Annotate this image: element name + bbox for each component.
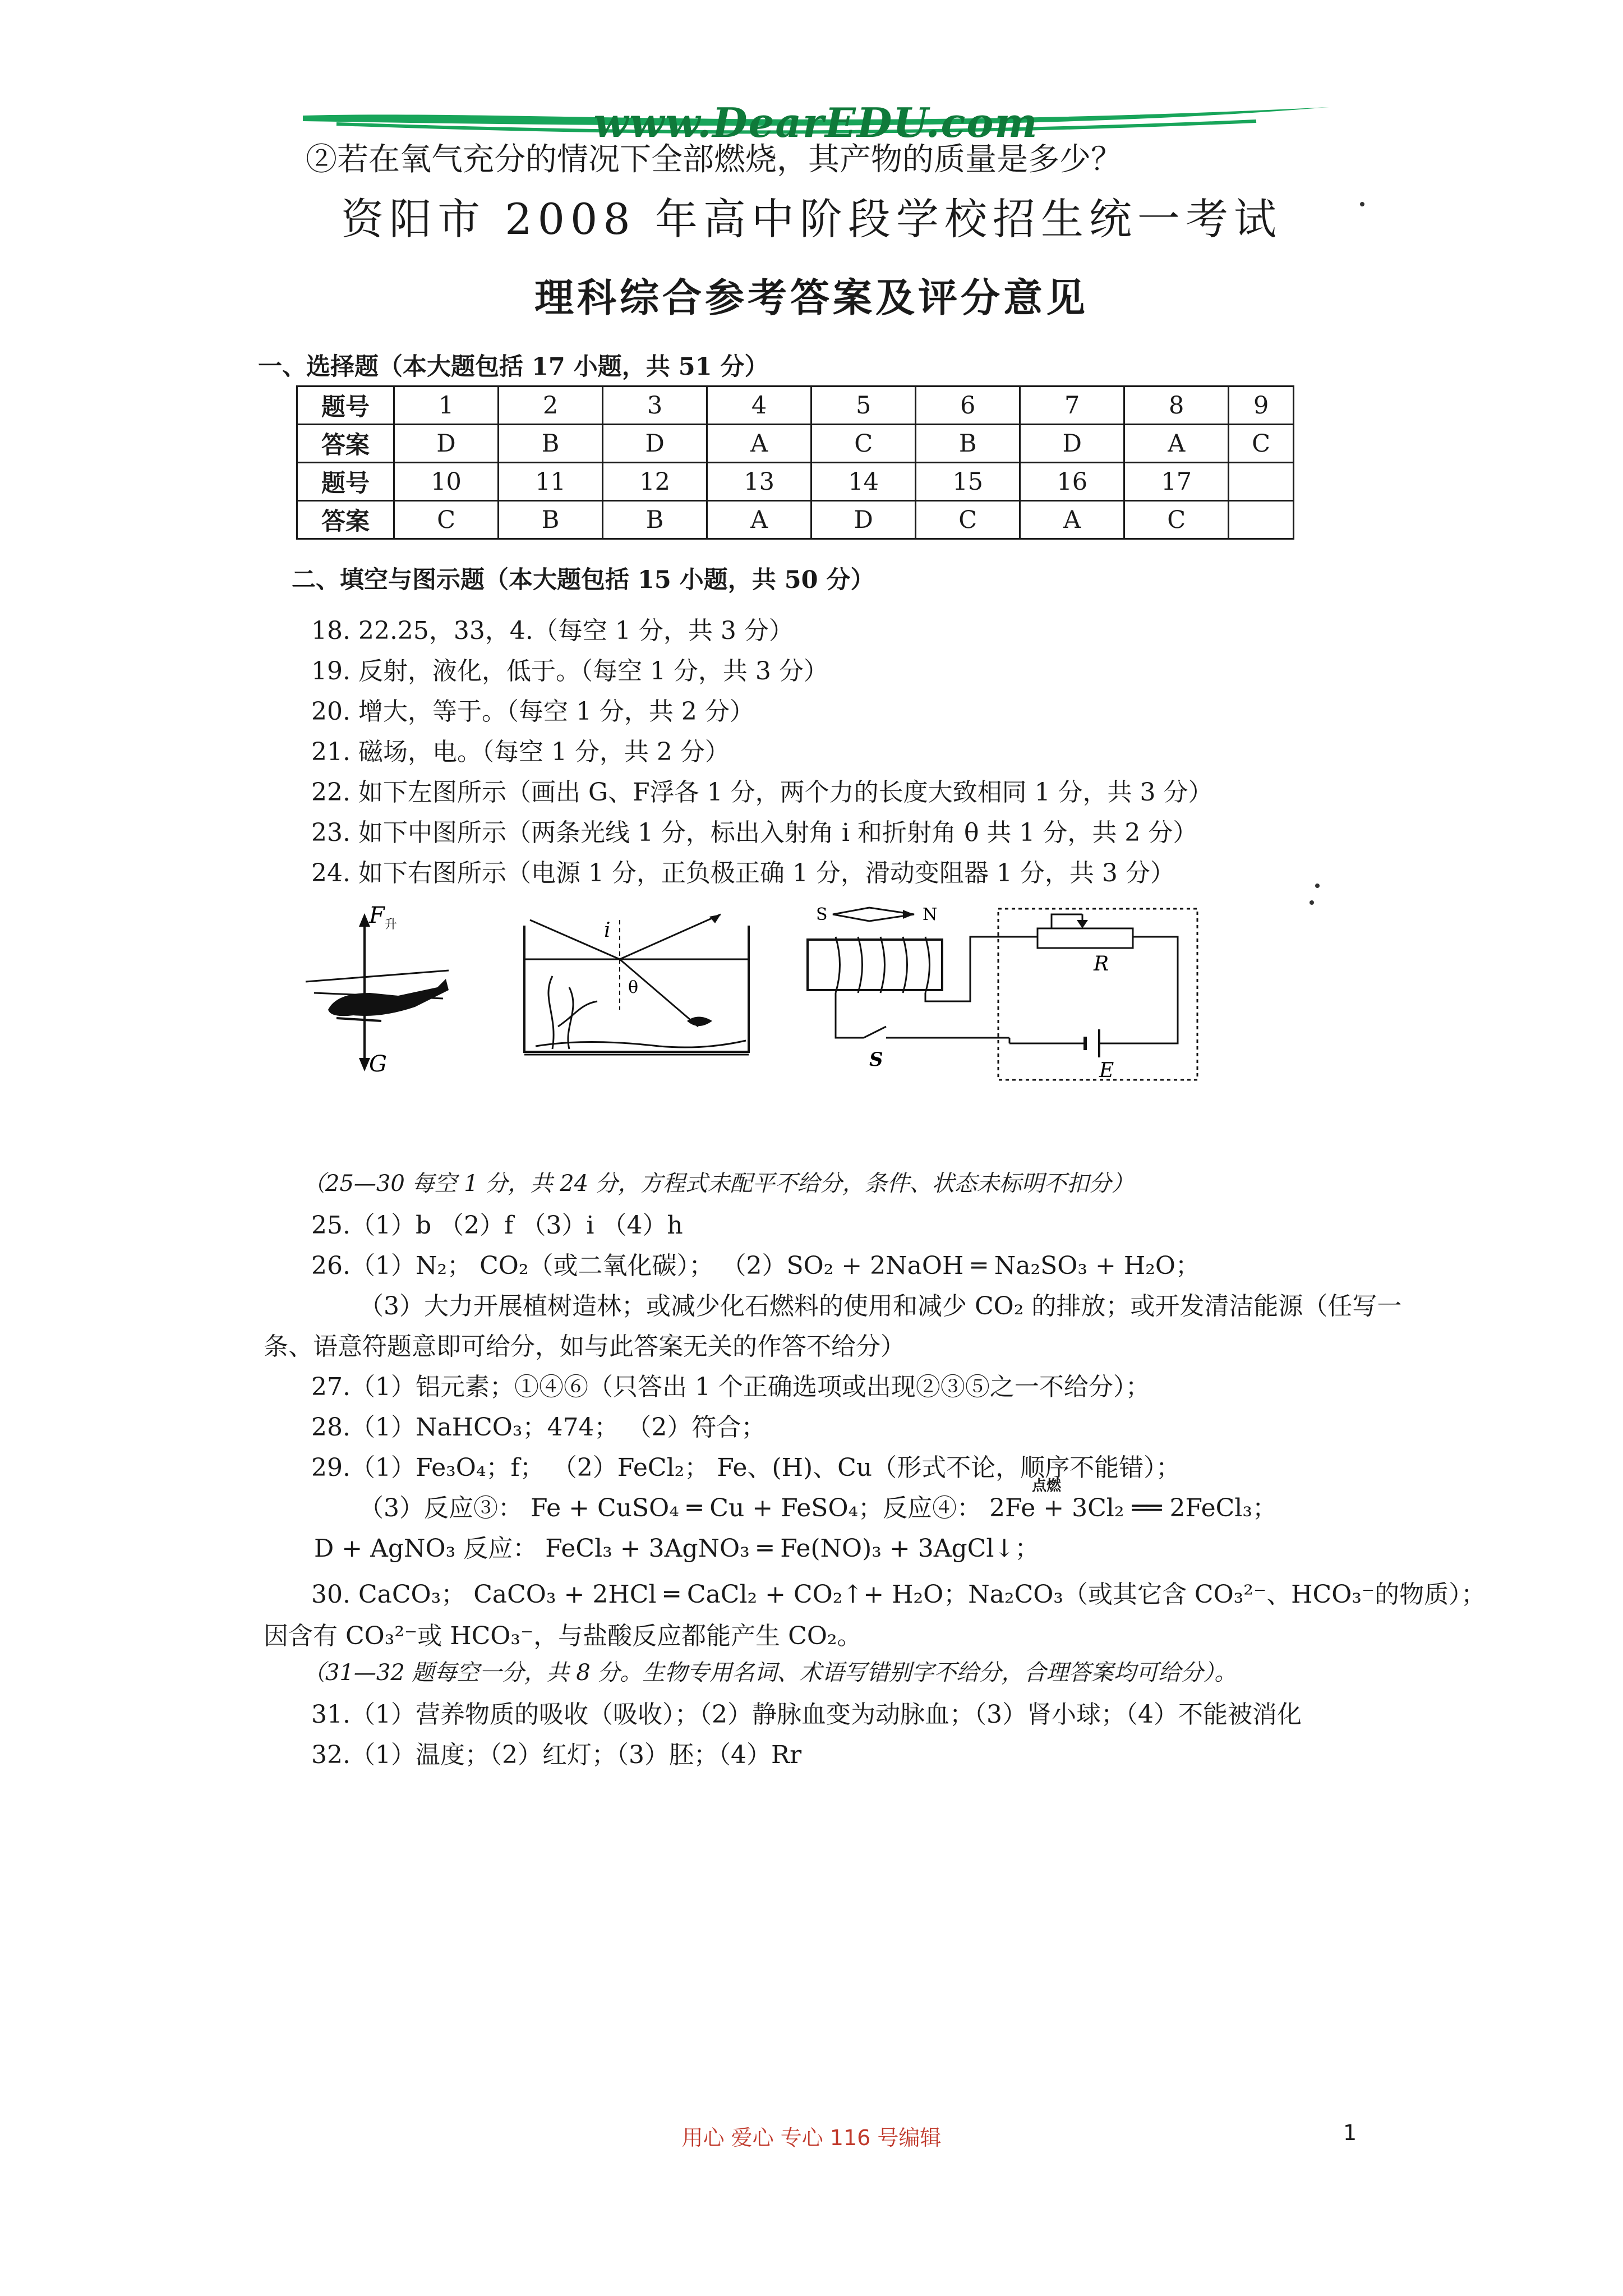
question-number-cell: 14 — [811, 463, 916, 501]
answer-line-31: 31.（1）营养物质的吸收（吸收）；（2）静脉血变为动脉血；（3）肾小球；（4）不能被消化 — [311, 1700, 1302, 1729]
answer-line-25: 25.（1）b （2）f （3）i （4）h — [311, 1211, 683, 1240]
switch-label: S — [869, 1048, 883, 1071]
row-label: 答案 — [297, 425, 394, 463]
answer-cell: A — [707, 425, 811, 463]
answer-line-26a: 26.（1）N₂； CO₂（或二氧化碳）； （2）SO₂ + 2NaOH ═ Na₂SO₃ + H₂O； — [311, 1251, 1200, 1280]
answer-cell: D — [394, 425, 499, 463]
question-number-cell: 11 — [499, 463, 603, 501]
answer-line-30b: 因含有 CO₃²⁻或 HCO₃⁻，与盐酸反应都能产生 CO₂。 — [264, 1622, 862, 1650]
table-row — [297, 501, 1294, 539]
answer-line-26c: 条、语意符题意即可给分，如与此答案无关的作答不给分） — [264, 1332, 905, 1361]
answer-line-30a: 30. CaCO₃； CaCO₃ + 2HCl ═ CaCl₂ + CO₂↑+ H₂O；Na₂CO₃（或其它含 CO₃²⁻、HCO₃⁻的物质）； — [311, 1580, 1486, 1609]
answer-line-20: 20. 增大，等于。（每空 1 分，共 2 分） — [311, 697, 754, 726]
page-number: 1 — [1343, 2120, 1357, 2145]
answer-line-29c: D + AgNO₃ 反应： FeCl₃ + 3AgNO₃ ═ Fe(NO)₃ + 3AgCl↓； — [314, 1534, 1040, 1563]
table-row — [297, 425, 1294, 463]
answer-cell: A — [1124, 425, 1229, 463]
page-footer: 用心 爱心 专心 116 号编辑 — [681, 2125, 942, 2150]
answer-line-23: 23. 如下中图所示（两条光线 1 分，标出入射角 i 和折射角 θ 共 1 分，共 2 分） — [311, 818, 1198, 847]
answer-table — [296, 385, 1294, 540]
question-number-cell: 4 — [707, 386, 811, 425]
previous-question-text: ②若在氧气充分的情况下全部燃烧，其产物的质量是多少？ — [306, 141, 1122, 178]
answer-cell: B — [499, 501, 603, 539]
question-number-cell: 8 — [1124, 386, 1229, 425]
answer-cell: D — [811, 501, 916, 539]
question-number-cell: 1 — [394, 386, 499, 425]
question-number-cell: 16 — [1020, 463, 1124, 501]
question-number-cell: 5 — [811, 386, 916, 425]
question-number-cell: 10 — [394, 463, 499, 501]
question-number-cell: 15 — [916, 463, 1020, 501]
answer-cell — [1229, 501, 1294, 539]
rheostat-label: R — [1094, 953, 1109, 976]
answer-cell: B — [499, 425, 603, 463]
answer-cell: C — [394, 501, 499, 539]
force-down-label: G — [369, 1051, 387, 1077]
answer-cell: B — [603, 501, 707, 539]
answer-line-26b: （3）大力开展植树造林；或减少化石燃料的使用和减少 CO₂ 的排放；或开发清洁能源（任写一 — [359, 1292, 1402, 1320]
question-number-cell: 6 — [916, 386, 1020, 425]
section-heading-choice: 一、选择题（本大题包括 17 小题，共 51 分） — [258, 353, 769, 381]
question-number-cell — [1229, 463, 1294, 501]
answer-cell: D — [1020, 425, 1124, 463]
row-label: 题号 — [297, 386, 394, 425]
answer-cell: B — [916, 425, 1020, 463]
force-up-subscript: 升 — [385, 918, 398, 932]
question-number-cell: 2 — [499, 386, 603, 425]
row-label: 答案 — [297, 501, 394, 539]
n-pole-label: N — [923, 905, 938, 924]
electromagnet-circuit-diagram — [802, 903, 1206, 1088]
answer-line-29b: （3）反应③： Fe + CuSO₄ ═ Cu + FeSO₄；反应④： 2Fe + 3Cl₂ ══ 2FeCl₃； — [359, 1494, 1278, 1522]
refraction-angle-label: θ — [628, 978, 639, 997]
site-logo-text: www.DearEDU.com — [593, 99, 1039, 146]
row-label: 题号 — [297, 463, 394, 501]
answer-line-29a: 29.（1）Fe₃O₄；f； （2）FeCl₂； Fe、(H)、Cu（形式不论，顺序不能错）； — [311, 1453, 1181, 1482]
question-number-cell: 13 — [707, 463, 811, 501]
table-row — [297, 463, 1294, 501]
scan-speck — [1310, 900, 1314, 905]
answer-cell: C — [916, 501, 1020, 539]
helicopter-force-diagram — [303, 903, 505, 1083]
scan-speck — [1315, 884, 1320, 888]
answer-line-19: 19. 反射，液化，低于。（每空 1 分，共 3 分） — [311, 657, 828, 685]
answer-line-24: 24. 如下右图所示（电源 1 分，正负极正确 1 分，滑动变阻器 1 分，共 3 分） — [311, 859, 1175, 887]
answer-cell: D — [603, 425, 707, 463]
answer-line-32: 32.（1）温度；（2）红灯；（3）胚；（4）Rr — [311, 1741, 802, 1769]
question-number-cell: 9 — [1229, 386, 1294, 425]
incident-angle-label: i — [604, 919, 611, 942]
table-row — [297, 386, 1294, 425]
chemistry-scoring-note: （25—30 每空 1 分，共 24 分，方程式未配平不给分，条件、状态未标明不扣分） — [303, 1171, 1134, 1197]
document-subtitle: 理科综合参考答案及评分意见 — [534, 274, 1089, 321]
scan-speck — [1360, 202, 1364, 206]
question-number-cell: 17 — [1124, 463, 1229, 501]
answer-cell: A — [707, 501, 811, 539]
force-up-label: F — [369, 903, 385, 928]
answer-line-22: 22. 如下左图所示（画出 G、F浮各 1 分，两个力的长度大致相同 1 分，共 3 分） — [311, 778, 1213, 807]
answer-cell: C — [1124, 501, 1229, 539]
source-label: E — [1099, 1059, 1114, 1082]
answer-cell: A — [1020, 501, 1124, 539]
answer-line-28: 28.（1）NaHCO₃；474； （2）符合； — [311, 1413, 766, 1442]
question-number-cell: 3 — [603, 386, 707, 425]
answer-line-21: 21. 磁场，电。（每空 1 分，共 2 分） — [311, 738, 730, 766]
answer-line-27: 27.（1）铝元素；①④⑥（只答出 1 个正确选项或出现②③⑤之一不给分）； — [311, 1373, 1150, 1401]
refraction-tank-diagram — [519, 903, 771, 1060]
s-pole-label: S — [816, 905, 828, 924]
section-heading-fill: 二、填空与图示题（本大题包括 15 小题，共 50 分） — [292, 566, 875, 594]
question-number-cell: 12 — [603, 463, 707, 501]
reaction-condition-label: 点燃 — [1032, 1478, 1062, 1494]
question-number-cell: 7 — [1020, 386, 1124, 425]
document-title: 资阳市 2008 年高中阶段学校招生统一考试 — [341, 194, 1282, 244]
answer-line-18: 18. 22.25，33，4.（每空 1 分，共 3 分） — [311, 616, 794, 645]
answer-cell: C — [1229, 425, 1294, 463]
answer-cell: C — [811, 425, 916, 463]
biology-scoring-note: （31—32 题每空一分，共 8 分。生物专用名词、术语写错别字不给分，合理答案均可给分）。 — [303, 1660, 1237, 1686]
